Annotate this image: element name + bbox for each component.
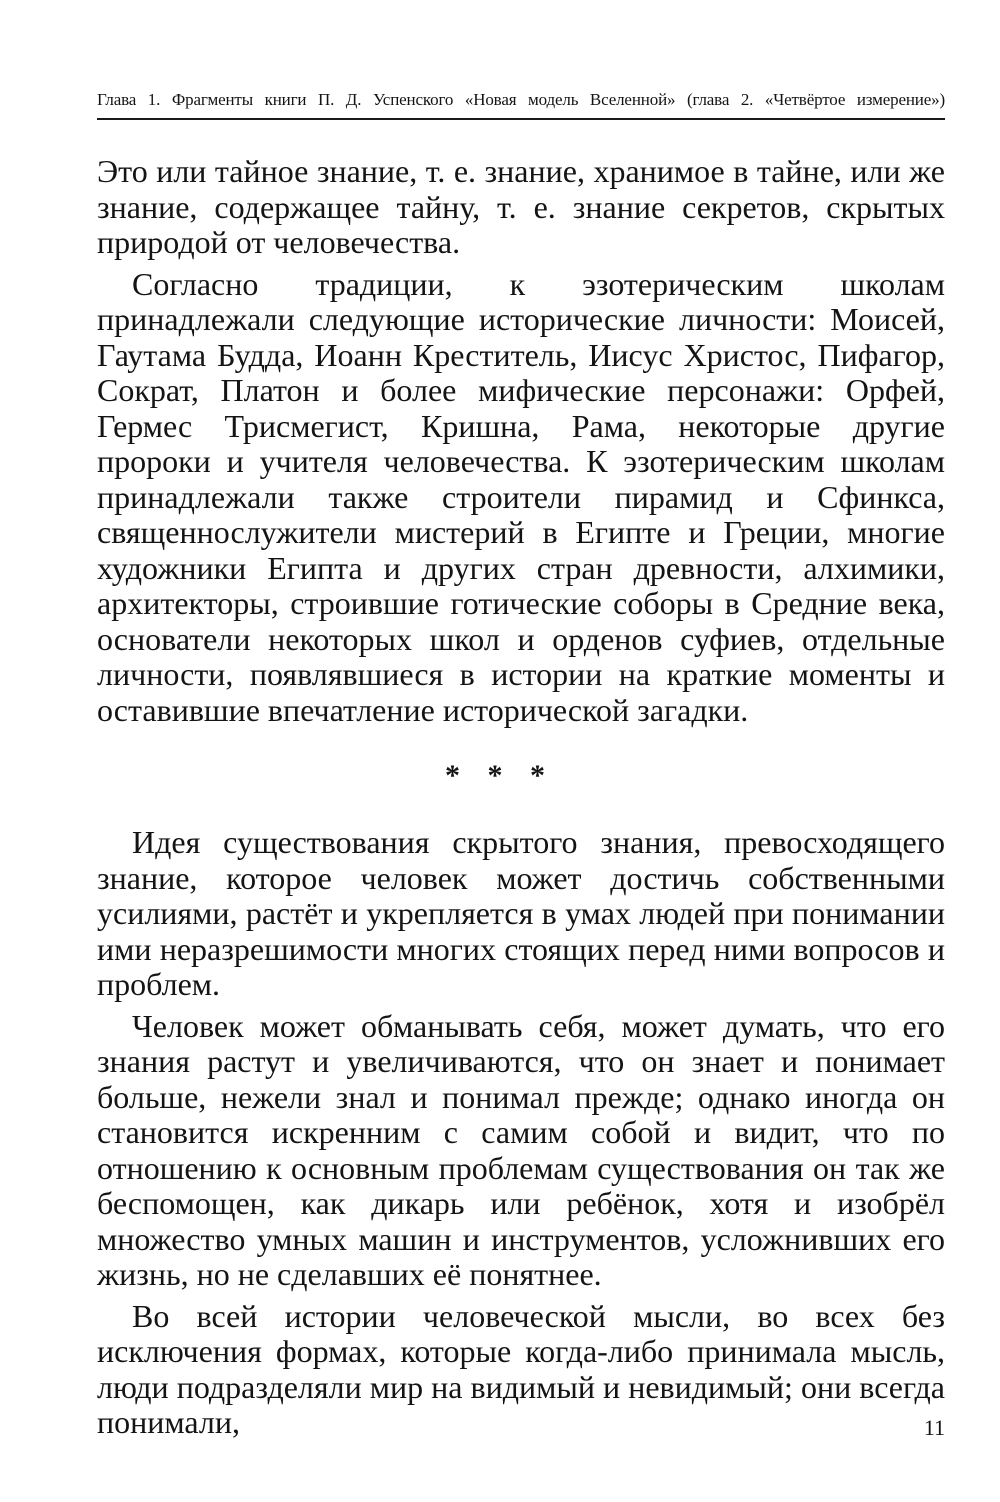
text-block-before-separator <box>97 154 945 728</box>
paragraph-esoteric-schools: Согласно традиции, к эзотерическим школам принадлежали следующие исторические личности: Моисей, Гаутама Будда, Иоанн Креститель, Иисус Христос, Пифагор, Сократ, Платон и более мифические персонажи: Орфей, Гермес Трисмегист, Кришна, Рама, некоторые другие пророки и учителя человечества. К эзотерическим школам принадлежали также строители пирамид и Сфинкса, священнослужители мистерий в Египте и Греции, многие художники Египта и других стран древности, алхимики, архитекторы, строившие готические соборы в Средние века, основатели некоторых школ и орденов суфиев, отдельные личности, появлявшиеся в истории на краткие моменты и оставившие впечатление исторической загадки. <box>97 265 945 728</box>
paragraph-visible-invisible: Во всей истории человеческой мысли, во всех без исключения формах, которые когда-либо принимала мысль, люди подразделяли мир на видимый и невидимый; они всегда понимали, <box>97 1297 945 1440</box>
paragraph-hidden-knowledge: Идея существования скрытого знания, превосходящего знание, которое человек может достичь собственными усилиями, растёт и укрепляется в умах людей при понимании ими неразрешимости многих стоящих перед ними вопросов и проблем. <box>97 824 945 1002</box>
text-block-after-separator <box>97 825 945 1441</box>
running-header: Глава 1. Фрагменты книги П. Д. Успенского «Новая модель Вселенной» (глава 2. «Четвёртое измерение») <box>97 90 945 109</box>
section-separator: * * * <box>445 759 555 792</box>
paragraph-self-deception: Человек может обманывать себя, может думать, что его знания растут и увеличиваются, что он знает и понимает больше, нежели знал и понимал прежде; однако иногда он становится искренним с самим собой и видит, что по отношению к основным проблемам существования он так же беспомощен, как дикарь или ребёнок, хотя и изобрёл множество умных машин и инструментов, усложнивших его жизнь, но не сделавших её понятнее. <box>97 1007 945 1292</box>
header-rule <box>97 118 945 120</box>
page-number: 11 <box>923 1415 945 1440</box>
paragraph-continued: Это или тайное знание, т. е. знание, хранимое в тайне, или же знание, содержащее тайну, т. е. знание секретов, скрытых природой от человечества. <box>97 153 945 260</box>
